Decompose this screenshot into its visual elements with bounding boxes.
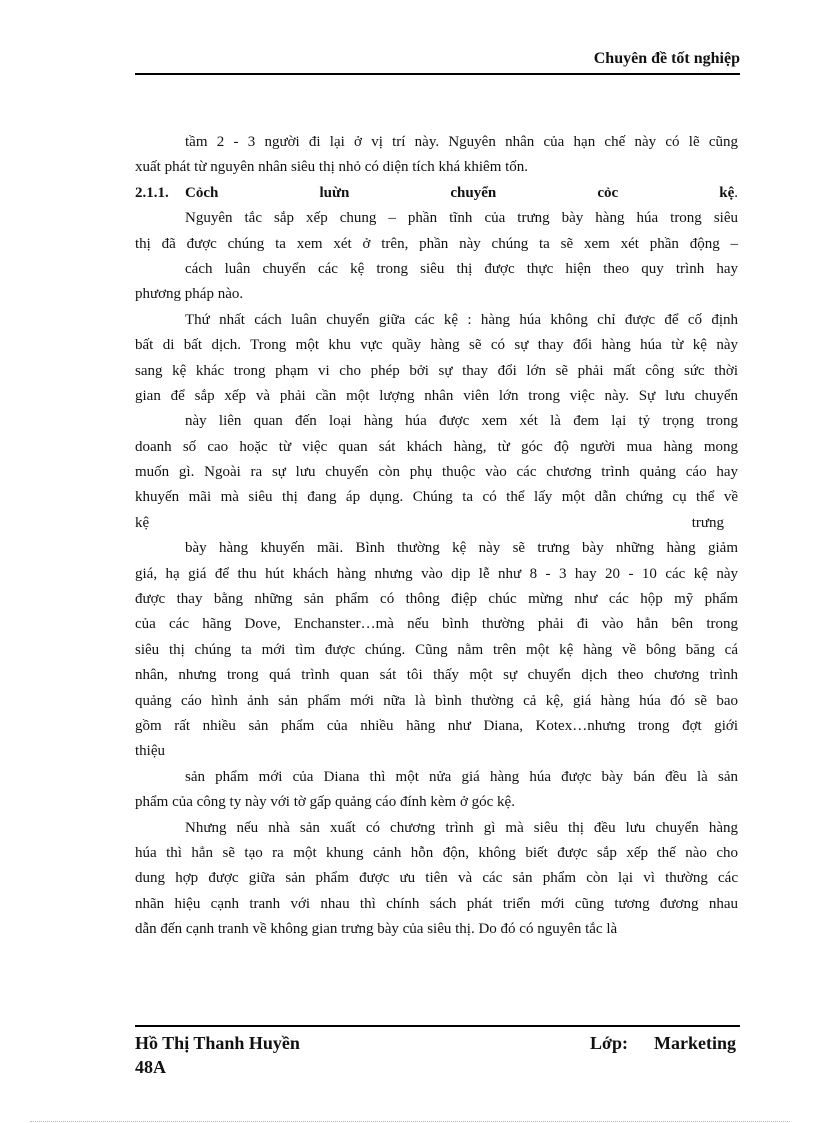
text-line: muốn gì. Ngoài ra sự lưu chuyển còn phụ thuộc vào các chương trình quảng cáo hay — [135, 464, 738, 481]
text-line: phương pháp nào. — [135, 286, 244, 303]
text-line: thị đã được chúng ta xem xét ở trên, phần này chúng ta sẽ xem xét phần động – — [135, 235, 738, 252]
section-title-word: kệ — [719, 184, 735, 201]
text-line: Nguyên tắc sắp xếp chung – phần tĩnh của trưng bày hàng húa trong siêu — [185, 210, 738, 227]
text-line: sản phẩm mới của Diana thì một nửa giá hàng húa được bày bán đều là sản — [185, 768, 738, 785]
class-label: Lớp: — [590, 1033, 628, 1053]
footer-class — [590, 1031, 736, 1055]
text-line: húa thì hẳn sẽ tạo ra một khung cảnh hỗn độn, không biết được sắp xếp thế nào cho — [135, 844, 738, 861]
class-suffix: 48A — [135, 1057, 166, 1077]
footer-author — [135, 1031, 300, 1079]
text-line: gian để sắp xếp và phải cần một lượng nhân viên lớn trong việc này. Sự lưu chuyển — [135, 387, 738, 404]
section-heading: 2.1.1. Cỏch luừn chuyển cỏc kệ. — [135, 181, 738, 206]
text-line: nhân, nhưng trong quá trình quan sát tôi thấy một sự chuyển dịch theo chương trình — [135, 667, 738, 684]
text-line: này liên quan đến loại hàng húa được xem xét là đem lại tỷ trọng trong — [185, 413, 738, 430]
document-body — [135, 130, 738, 943]
split-right: trưng — [691, 514, 724, 531]
text-line: sang kệ khác trong phạm vi cho phép bởi sự thay đổi lớn sẽ phải mất công sức thời — [135, 362, 738, 379]
text-line: cách luân chuyển các kệ trong siêu thị được thực hiện theo quy trình hay — [185, 260, 738, 277]
text-line: gồm rất nhiều sản phẩm của nhiều hãng như Diana, Kotex…nhưng trong đợt giới — [135, 717, 738, 734]
footer-divider — [135, 1025, 740, 1027]
text-line: khuyến mãi mà siêu thị đang áp dụng. Chúng ta có thể lấy một dẫn chứng cụ thể về — [135, 489, 738, 506]
section-title-word: chuyển — [450, 184, 497, 201]
split-line — [135, 511, 738, 536]
text-line: bất di bất dịch. Trong một khu vực quầy hàng sẽ có sự thay đổi hàng húa từ kệ này — [135, 337, 738, 354]
text-line: được thay bằng những sản phẩm có thông điệp chúc mừng như các hộp mỹ phẩm — [135, 591, 738, 608]
text-line: doanh số cao hoặc từ việc quan sát khách hàng, từ góc độ người mua hàng mong — [135, 438, 738, 455]
text-line: quảng cáo hình ảnh sản phẩm mới nữa là bình thường cả kệ, giá hàng húa đó sẽ bao — [135, 692, 738, 709]
section-title-word: cỏc — [597, 184, 619, 201]
section-title-word: Cỏch — [185, 184, 219, 201]
text-line: Nhưng nếu nhà sản xuất có chương trình gì mà siêu thị đều lưu chuyển hàng — [185, 819, 738, 836]
text-line: siêu thị chúng ta mới tìm được chúng. Cũng nằm trên một kệ hàng về bông băng cá — [135, 641, 738, 658]
section-title-word: luừn — [319, 184, 350, 201]
text-line: giá, hạ giá để thu hút khách hàng nhưng vào dịp lễ như 8 - 3 hay 20 - 10 các kệ này — [135, 565, 738, 582]
text-line: bày hàng khuyến mãi. Bình thường kệ này sẽ trưng bày những hàng giảm — [185, 540, 738, 557]
class-value: Marketing — [654, 1033, 736, 1053]
page-bottom-border — [30, 1121, 790, 1122]
section-number: 2.1.1. — [135, 184, 169, 201]
text-line: phẩm của công ty này với tờ gấp quảng cáo đính kèm ở góc kệ. — [135, 794, 515, 811]
text-line: dẫn đến cạnh tranh về không gian trưng bày của siêu thị. Do đó có nguyên tắc là — [135, 921, 618, 938]
text-line: nhãn hiệu cạnh tranh với nhau thì chính sách phát triển mới cũng tương đương nhau — [135, 895, 738, 912]
text-line: dung hợp được giữa sản phẩm được ưu tiên và các sản phẩm còn lại vì thường các — [135, 870, 738, 887]
text-line: xuất phát từ nguyên nhân siêu thị nhỏ có diện tích khá khiêm tốn. — [135, 159, 529, 176]
author-name: Hồ Thị Thanh Huyền — [135, 1033, 300, 1053]
split-left: kệ — [135, 514, 150, 531]
header-divider — [135, 73, 740, 75]
text-line: tầm 2 - 3 người đi lại ở vị trí này. Nguyên nhân của hạn chế này có lẽ cũng — [185, 134, 738, 150]
text-line: Thứ nhất cách luân chuyển giữa các kệ : hàng húa không chỉ được để cố định — [185, 311, 738, 328]
text-line: thiệu — [135, 743, 165, 760]
text-line: của các hãng Dove, Enchanster…mà nếu bình thường phải đi vào hẳn bên trong — [135, 616, 738, 633]
page-header-title: Chuyên đề tốt nghiệp — [593, 50, 740, 67]
